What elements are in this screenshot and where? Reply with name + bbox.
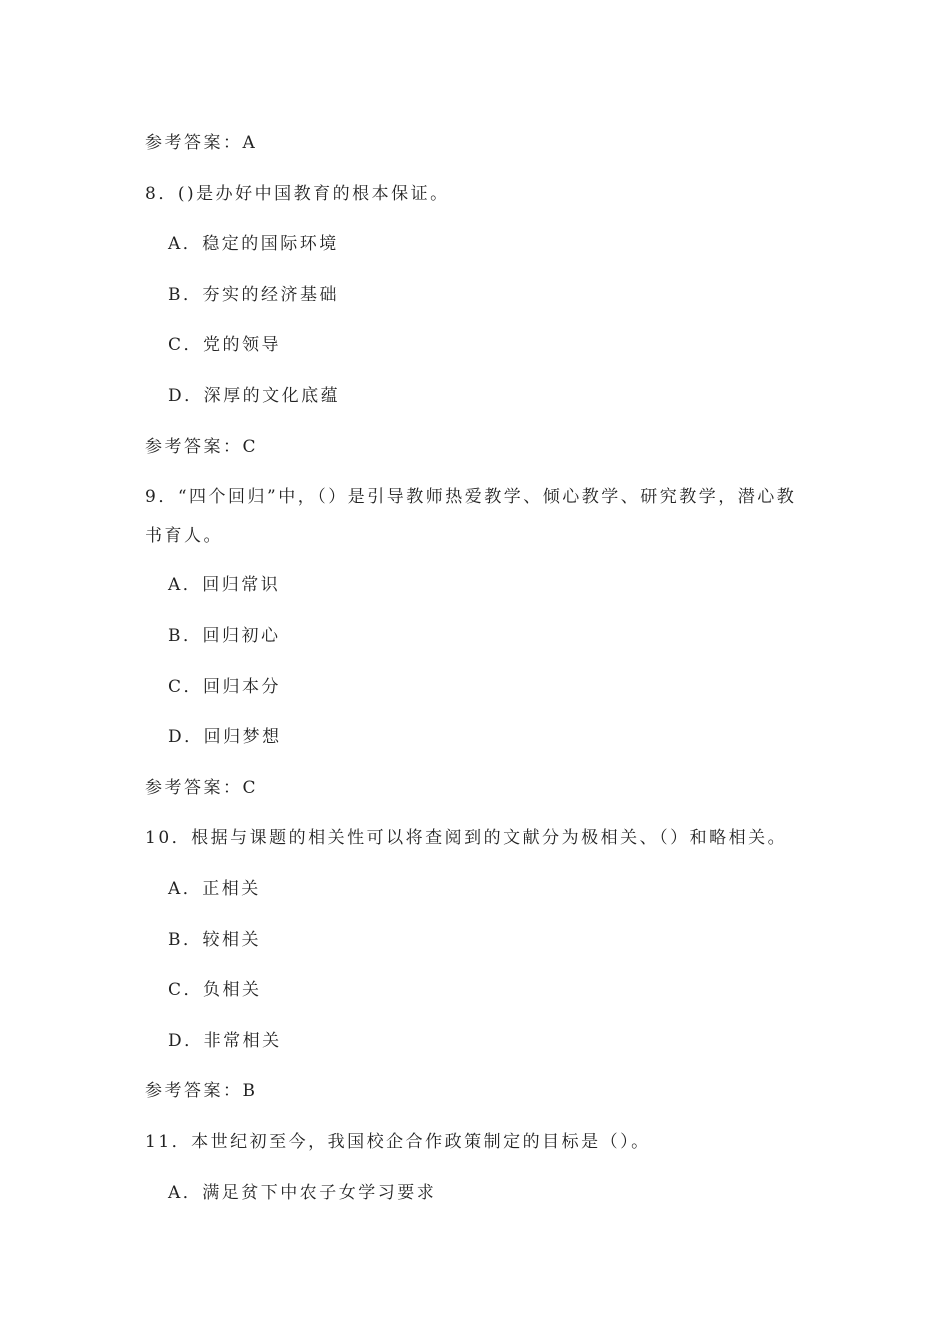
- question-8-option-a: A．稳定的国际环境: [168, 234, 339, 254]
- question-11: 11．本世纪初至今，我国校企合作政策制定的目标是（）。: [145, 1132, 651, 1152]
- question-9-option-d: D．回归梦想: [168, 727, 282, 747]
- answer-q8: 参考答案：C: [145, 437, 259, 457]
- answer-q9: 参考答案：C: [145, 778, 259, 798]
- answer-q10: 参考答案：B: [145, 1081, 258, 1101]
- question-10-option-d: D．非常相关: [168, 1031, 282, 1051]
- question-8: 8．()是办好中国教育的根本保证。: [145, 184, 450, 204]
- question-11-option-a: A．满足贫下中农子女学习要求: [168, 1183, 437, 1203]
- question-9-option-c: C．回归本分: [168, 677, 282, 697]
- question-8-option-d: D．深厚的文化底蕴: [168, 386, 341, 406]
- question-9-continuation: 书育人。: [145, 526, 223, 546]
- answer-prev: 参考答案：A: [145, 133, 258, 153]
- question-10: 10．根据与课题的相关性可以将查阅到的文献分为极相关、（）和略相关。: [145, 828, 788, 848]
- question-8-option-c: C．党的领导: [168, 335, 282, 355]
- question-10-option-b: B．较相关: [168, 930, 261, 950]
- question-8-option-b: B．夯实的经济基础: [168, 285, 339, 305]
- question-10-option-c: C．负相关: [168, 980, 262, 1000]
- question-9-option-a: A．回归常识: [168, 575, 281, 595]
- question-9-option-b: B．回归初心: [168, 626, 281, 646]
- question-9: 9．“四个回归”中，（）是引导教师热爱教学、倾心教学、研究教学，潜心教: [145, 487, 797, 507]
- question-10-option-a: A．正相关: [168, 879, 261, 899]
